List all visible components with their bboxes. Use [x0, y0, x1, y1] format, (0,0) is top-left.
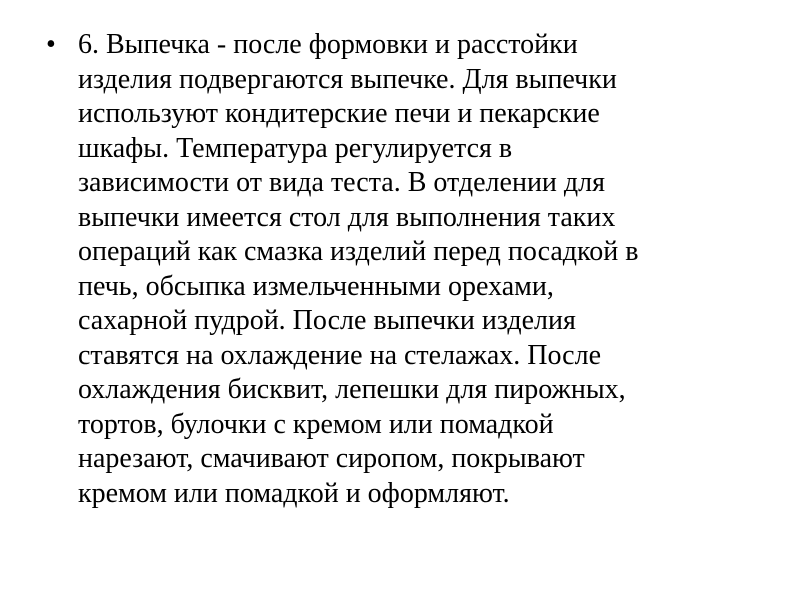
- text-line: изделия подвергаются выпечке. Для выпечки: [78, 63, 617, 95]
- text-line: используют кондитерские печи и пекарские: [78, 98, 600, 129]
- bullet-icon: •: [46, 29, 56, 60]
- text-line: сахарной пудрой. После выпечки изделия: [78, 305, 576, 336]
- text-line: выпечки имеется стол для выполнения таких: [78, 201, 616, 233]
- text-line: шкафы. Температура регулируется в: [78, 132, 513, 164]
- text-line: кремом или помадкой и оформляют.: [78, 477, 510, 509]
- text-line: операций как смазка изделий перед посадкой в: [78, 236, 639, 267]
- text-line: зависимости от вида теста. В отделении для: [78, 167, 606, 198]
- text-line: охлаждения бисквит, лепешки для пирожных,: [78, 374, 626, 405]
- text-line: печь, обсыпка измельченными орехами,: [78, 270, 554, 302]
- text-line: тортов, булочки с кремом или помадкой: [78, 408, 554, 440]
- bullet-item: [46, 28, 746, 511]
- bullet-list: [46, 28, 746, 511]
- text-line: 6. Выпечка - после формовки и расстойки: [78, 29, 578, 60]
- text-line: нарезают, смачивают сиропом, покрывают: [78, 443, 585, 474]
- text-line: ставятся на охлаждение на стелажах. После: [78, 339, 602, 371]
